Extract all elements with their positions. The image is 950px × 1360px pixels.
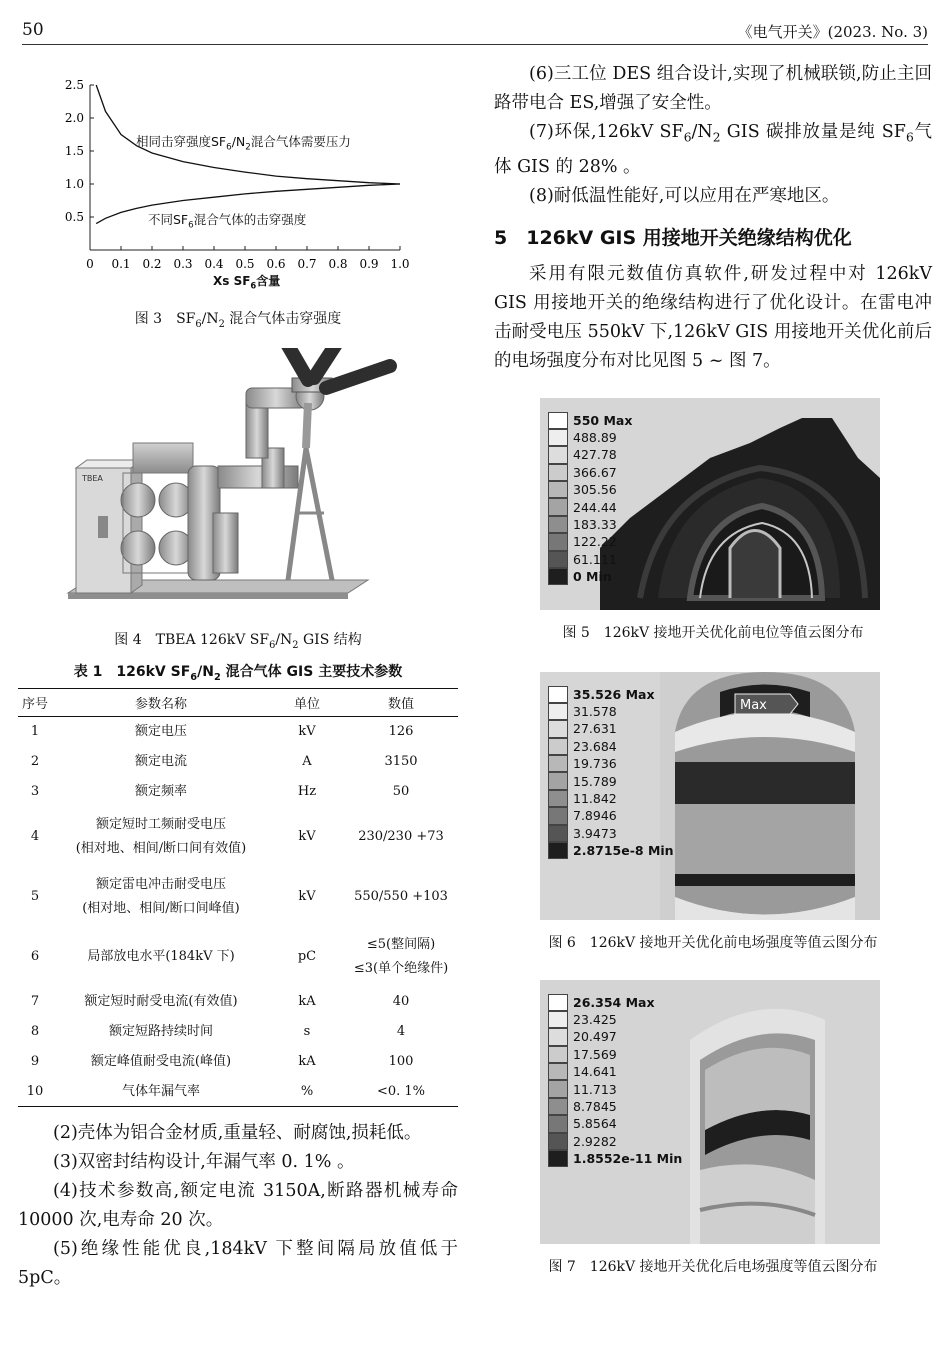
table-row: 3 额定频率 Hz 50	[30, 783, 410, 799]
legend-value: 61.111	[573, 551, 617, 567]
y-tick-label: 2.0	[64, 111, 84, 125]
table-1-caption: 表 1 126kV $SF_6/N_2$ 混合气体 GIS 主要技术参数	[73, 663, 403, 683]
paragraph-4: (4)技术参数高,额定电流 3150A,断路器机械寿命 10000 次,电寿命 20 次。	[18, 1181, 458, 1231]
legend-swatch	[548, 720, 568, 737]
legend-swatch	[548, 842, 568, 859]
legend-value: 122.22	[573, 534, 617, 550]
legend-value: 2.9282	[573, 1133, 617, 1149]
legend-entry	[548, 1063, 682, 1080]
y-tick-label: 1.5	[64, 144, 84, 158]
legend-swatch	[548, 1115, 568, 1132]
legend-entry	[548, 720, 674, 737]
table-row: 4 额定短时工频耐受电压 (相对地、相间/断口间有效值) kV 230/230 +73	[30, 816, 444, 856]
legend-entry	[548, 551, 632, 568]
legend-entry	[548, 1046, 682, 1063]
legend-entry	[548, 498, 632, 515]
legend-entry	[548, 412, 632, 429]
x-tick-label: 0.4	[204, 257, 224, 271]
table-row: 1 额定电压 kV 126	[30, 724, 414, 740]
paragraph-7: (7)环保,126kV $SF_6/N_2$ GIS 碳排放量是纯 $SF_6$气体 GIS 的 28% 。	[494, 122, 932, 177]
legend-entry	[548, 703, 674, 720]
legend-value: 26.354 Max	[573, 994, 655, 1010]
legend-entry	[548, 516, 632, 533]
legend-value: 23.425	[573, 1012, 617, 1028]
left-column	[18, 60, 458, 1293]
section-heading: 5 126kV GIS 用接地开关绝缘结构优化	[494, 226, 852, 249]
legend-swatch	[548, 1063, 568, 1080]
legend-value: 7.8946	[573, 808, 617, 824]
x-tick-label: 0.1	[111, 257, 131, 271]
legend-swatch	[548, 825, 568, 842]
legend-value: 20.497	[573, 1029, 617, 1045]
x-tick-label: 0.9	[359, 257, 379, 271]
figure-5-legend	[548, 412, 632, 586]
paragraph-5: (5)绝缘性能优良,184kV 下整间隔局放值低于 5pC。	[18, 1239, 458, 1289]
right-column	[494, 60, 932, 1276]
gis-structure-illustration	[18, 348, 458, 623]
figure-6-legend	[548, 686, 674, 860]
legend-entry	[548, 446, 632, 463]
legend-entry	[548, 755, 674, 772]
legend-swatch	[548, 738, 568, 755]
y-tick-label: 0.5	[64, 210, 84, 224]
table-row: 6 局部放电水平(184kV 下) pC ≤5(整间隔) ≤3(单个绝缘件)	[30, 936, 449, 976]
legend-swatch	[548, 481, 568, 498]
legend-entry	[548, 1150, 682, 1167]
legend-swatch	[548, 533, 568, 550]
legend-entry	[548, 686, 674, 703]
legend-entry	[548, 790, 674, 807]
legend-value: 11.713	[573, 1081, 617, 1097]
legend-swatch	[548, 1150, 568, 1167]
x-tick-label: 0.2	[142, 257, 162, 271]
legend-swatch	[548, 551, 568, 568]
x-tick-label: 0.6	[266, 257, 286, 271]
legend-value: 366.67	[573, 464, 617, 480]
legend-swatch	[548, 790, 568, 807]
figure-3	[18, 60, 458, 298]
legend-entry	[548, 464, 632, 481]
paragraph-6: (6)三工位 DES 组合设计,实现了机械联锁,防止主回路带电合 ES,增强了安全性。	[494, 64, 932, 113]
legend-value: 8.7845	[573, 1099, 617, 1115]
legend-swatch	[548, 1046, 568, 1063]
legend-value: 17.569	[573, 1046, 617, 1062]
x-tick-label: 0.8	[328, 257, 348, 271]
legend-value: 488.89	[573, 430, 617, 446]
x-tick-label: 0.7	[297, 257, 317, 271]
legend-swatch	[548, 1080, 568, 1097]
x-tick-label: 0	[86, 257, 94, 271]
figure-3-caption: 图 3 $SF_6/N_2$ 混合气体击穿强度	[134, 311, 342, 330]
legend-value: 27.631	[573, 721, 617, 737]
legend-value: 11.842	[573, 791, 617, 807]
figure-7-field-contour	[540, 980, 880, 1244]
col-header-unit: 单位	[270, 689, 344, 717]
table-row: 5 额定雷电冲击耐受电压 (相对地、相间/断口间峰值) kV 550/550 +103	[30, 876, 448, 916]
table-row: 9 额定峰值耐受电流(峰值) kA 100	[30, 1053, 414, 1069]
table-header-row	[18, 689, 458, 717]
legend-swatch	[548, 686, 568, 703]
legend-swatch	[548, 994, 568, 1011]
figure-7-caption: 图 7 126kV 接地开关优化后电场强度等值云图分布	[548, 1258, 878, 1275]
cabinet-label: TBEA	[82, 473, 103, 483]
page-number: 50	[22, 20, 44, 40]
section-paragraph: 采用有限元数值仿真软件,研发过程中对 126kV GIS 用接地开关的绝缘结构进行了优化设计。在雷电冲击耐受电压 550kV 下,126kV GIS 用接地开关优化前后的电场强度分布对比见图 5 ~ 图 7。	[494, 263, 932, 371]
legend-swatch	[548, 412, 568, 429]
legend-swatch	[548, 446, 568, 463]
figure-7-legend	[548, 994, 682, 1168]
legend-swatch	[548, 516, 568, 533]
table-row: 7 额定短时耐受电流(有效值) kA 40	[30, 993, 410, 1009]
legend-swatch	[548, 755, 568, 772]
legend-entry	[548, 842, 674, 859]
y-tick-label: 1.0	[64, 177, 84, 191]
paragraph-2: (2)壳体为铝合金材质,重量轻、耐腐蚀,损耗低。	[53, 1123, 422, 1144]
journal-name: 《电气开关》(2023. No. 3)	[737, 23, 928, 41]
legend-entry	[548, 533, 632, 550]
legend-entry	[548, 1028, 682, 1045]
legend-value: 35.526 Max	[573, 686, 655, 702]
legend-value: 23.684	[573, 738, 617, 754]
legend-value: 1.8552e-11 Min	[573, 1151, 683, 1167]
table-row: 8 额定短路持续时间 s 4	[30, 1023, 406, 1039]
legend-value: 0 Min	[573, 569, 612, 585]
max-tag: Max	[740, 697, 767, 713]
legend-value: 3.9473	[573, 825, 617, 841]
legend-value: 244.44	[573, 499, 617, 515]
legend-value: 19.736	[573, 756, 617, 772]
legend-entry	[548, 1133, 682, 1150]
legend-value: 427.78	[573, 447, 617, 463]
breakdown-strength-chart	[18, 60, 458, 298]
legend-value: 305.56	[573, 482, 617, 498]
table-row: 2 额定电流 A 3150	[30, 753, 418, 769]
legend-entry	[548, 738, 674, 755]
legend-entry	[548, 1080, 682, 1097]
legend-entry	[548, 1098, 682, 1115]
chart-label-strength: 不同$SF_6$混合气体的击穿强度	[148, 212, 307, 231]
legend-swatch	[548, 1011, 568, 1028]
legend-entry	[548, 994, 682, 1011]
parameters-table	[18, 688, 458, 1107]
paragraph-3: (3)双密封结构设计,年漏气率 0. 1% 。	[53, 1152, 355, 1173]
legend-swatch	[548, 1028, 568, 1045]
legend-swatch	[548, 1098, 568, 1115]
legend-entry	[548, 481, 632, 498]
x-tick-label: 1.0	[390, 257, 410, 271]
legend-swatch	[548, 807, 568, 824]
legend-value: 5.8564	[573, 1116, 617, 1132]
legend-entry	[548, 429, 632, 446]
chart-label-pressure: 相同击穿强度$SF_6/N_2$混合气体需要压力	[136, 134, 351, 153]
col-header-no: 序号	[18, 689, 52, 717]
legend-swatch	[548, 703, 568, 720]
y-tick-label: 2.5	[64, 78, 84, 92]
col-header-value: 数值	[344, 689, 458, 717]
running-header	[22, 16, 928, 45]
col-header-name: 参数名称	[52, 689, 270, 717]
figure-4-caption: 图 4 TBEA 126kV $SF_6/N_2$ GIS 结构	[114, 631, 362, 651]
legend-swatch	[548, 464, 568, 481]
legend-swatch	[548, 568, 568, 585]
legend-swatch	[548, 772, 568, 789]
legend-value: 550 Max	[573, 412, 633, 428]
legend-entry	[548, 772, 674, 789]
x-axis-label: Xs $SF_6$含量	[213, 274, 281, 291]
left-body-text	[18, 1119, 458, 1293]
legend-entry	[548, 568, 632, 585]
legend-entry	[548, 807, 674, 824]
figure-6-field-contour	[540, 672, 880, 920]
legend-value: 2.8715e-8 Min	[573, 843, 674, 859]
x-tick-label: 0.5	[235, 257, 255, 271]
table-row: 10 气体年漏气率 % <0. 1%	[18, 1077, 458, 1107]
paragraph-8: (8)耐低温性能好,可以应用在严寒地区。	[529, 185, 840, 206]
figure-4	[18, 348, 458, 623]
legend-value: 31.578	[573, 704, 617, 720]
x-tick-label: 0.3	[173, 257, 193, 271]
legend-swatch	[548, 1133, 568, 1150]
legend-value: 14.641	[573, 1064, 617, 1080]
figure-6-caption: 图 6 126kV 接地开关优化前电场强度等值云图分布	[548, 934, 878, 951]
figure-5-caption: 图 5 126kV 接地开关优化前电位等值云图分布	[562, 624, 864, 641]
legend-entry	[548, 1115, 682, 1132]
legend-entry	[548, 1011, 682, 1028]
legend-entry	[548, 825, 674, 842]
figure-5-potential-contour	[540, 398, 880, 610]
legend-value: 183.33	[573, 517, 617, 533]
legend-swatch	[548, 429, 568, 446]
legend-value: 15.789	[573, 773, 617, 789]
legend-swatch	[548, 498, 568, 515]
